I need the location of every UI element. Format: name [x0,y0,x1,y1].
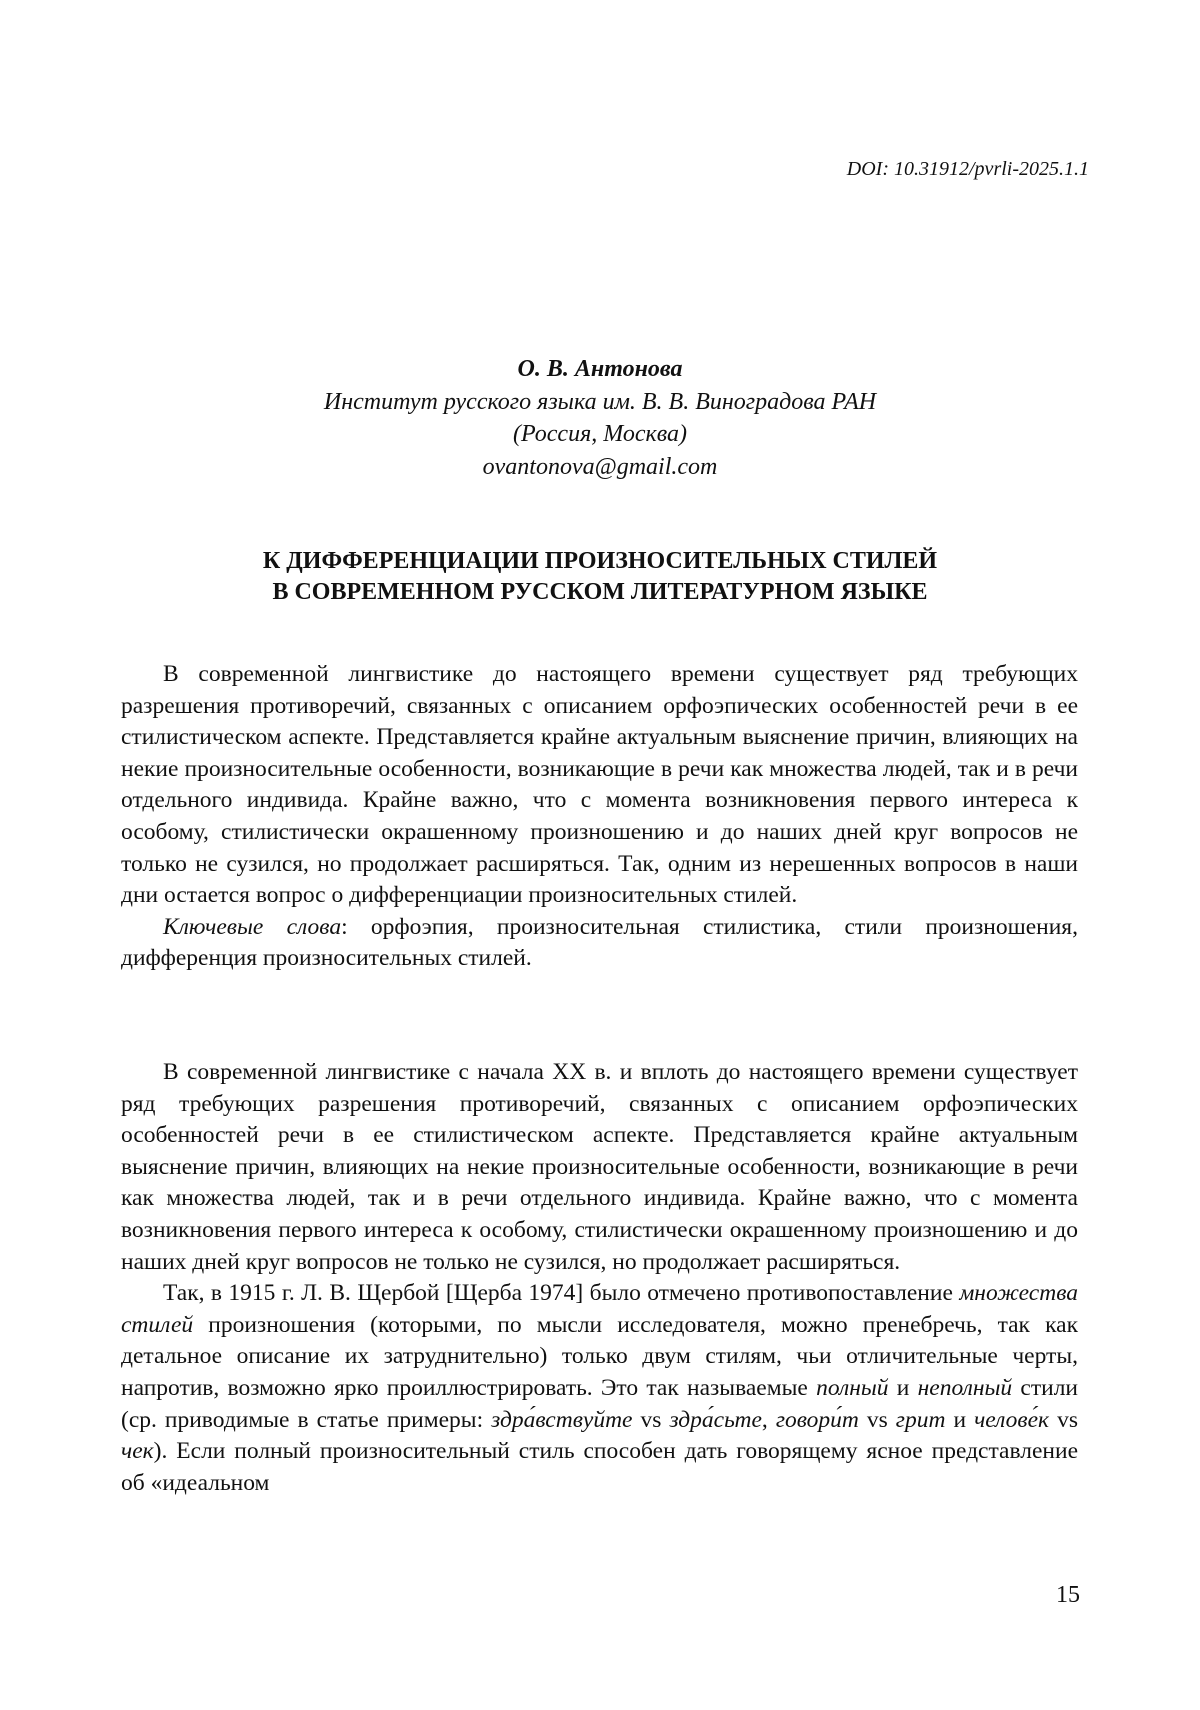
example-word: грит [895,1406,946,1433]
abstract [121,659,1078,975]
body-paragraph-1: В современной лингвистике с начала XX в. и вплоть до настоящего времени существует ряд требующих разрешения противоречий, связанных с описанием орфоэпических особенностей речи в ее стилистическом аспекте. Представляется крайне актуальным выяснение причин, влияющих на некие произносительные особенности, возникающие в речи как множества людей, так и в речи отдельного индивида. Крайне важно, что с момента возникновения первого интереса к особому, стилистически окрашенному произношению и до наших дней круг вопросов не только не сузился, но продолжает расширяться. [121,1059,1078,1275]
doi-label: DOI: 10.31912/pvrli-2025.1.1 [846,158,1089,180]
example-word: здра́сьте [669,1406,762,1433]
example-word: чек [121,1438,154,1465]
main-text [121,1057,1078,1499]
author-email: ovantonova@gmail.com [482,453,718,480]
example-word: здра́вствуйте [491,1406,633,1433]
author-block [0,353,1200,483]
emphasis-term: множества стилей [121,1280,1078,1338]
title-line-1: К ДИФФЕРЕНЦИАЦИИ ПРОИЗНОСИТЕЛЬНЫХ СТИЛЕЙ [262,548,938,574]
example-word: челове́к [974,1406,1050,1433]
keywords-list: : орфоэпия, произносительная стилистика, стили произношения, дифференция произносительных стилей. [121,913,1078,972]
emphasis-term: неполный [917,1374,1013,1401]
page-number: 15 [1056,1582,1080,1608]
author-location: (Россия, Москва) [512,421,688,447]
keywords-label: Ключевые слова [163,913,342,940]
author-affiliation: Институт русского языка им. В. В. Виноградова РАН [323,388,877,415]
title-line-2: В СОВРЕМЕННОМ РУССКОМ ЛИТЕРАТУРНОМ ЯЗЫКЕ [272,579,928,605]
abstract-text: В современной лингвистике до настоящего времени существует ряд требующих разрешения противоречий, связанных с описанием орфоэпических особенностей речи в ее стилистическом аспекте. Представляется крайне актуальным выяснение причин, влияющих на некие произносительные особенности, возникающие в речи как множества людей, так и в речи отдельного индивида. Крайне важно, что с момента возникновения первого интереса к особому, стилистически окрашенному произношению и до наших дней круг вопросов не только не сузился, но продолжает расширяться. Так, одним из нерешенных вопросов в наши дни остается вопрос о дифференциации произносительных стилей. [121,661,1078,909]
article-title [0,546,1200,608]
body-paragraph-2: Так, в 1915 г. Л. В. Щербой [Щерба 1974] было отмечено противопоставление множества стилей произношения (которыми, по мысли исследователя, можно пренебречь, так как детальное описание их затруднительно) только двум стилям, чьи отличительные черты, напротив, возможно ярко проиллюстрировать. Это так называемые полный и неполный стили (ср. приводимые в статье примеры: здра́вствуйте vs здра́сьте, говори́т vs грит и челове́к vs чек). Если полный произносительный стиль способен дать говорящему ясное представление об «идеальном [121,1280,1078,1496]
author-name: О. В. Антонова [517,356,683,382]
keywords-paragraph [121,912,1078,975]
example-word: говори́т [775,1406,859,1433]
emphasis-term: полный [816,1374,889,1401]
